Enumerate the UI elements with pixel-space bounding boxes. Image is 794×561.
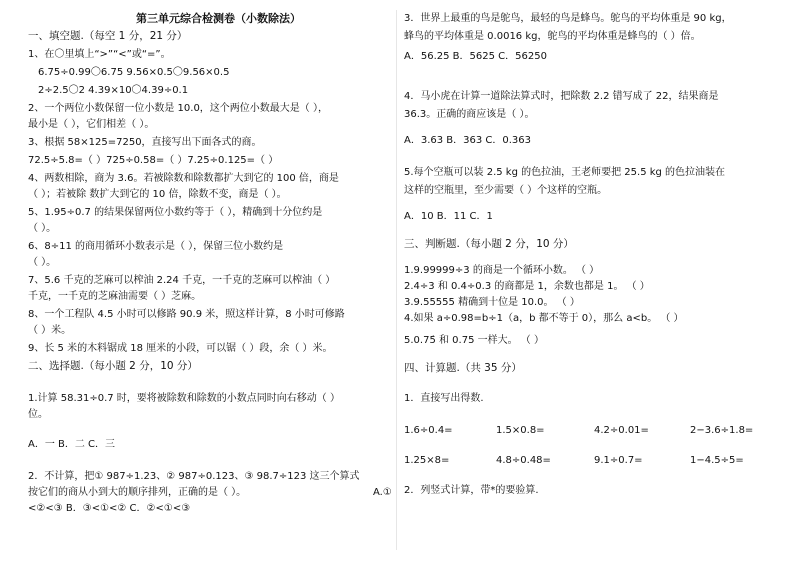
- question-line: 6、8÷11 的商用循环小数表示是（ ），保留三位小数约是: [28, 241, 284, 252]
- section-2-heading: 二、选择题.（每小题 2 分，10 分）: [28, 360, 198, 372]
- question-line: 8、一个工程队 4.5 小时可以修路 90.9 米，照这样计算，8 小时可修路: [28, 309, 345, 320]
- question-line: （ ）。: [28, 257, 57, 268]
- question-line: 9、长 5 米的木料锯成 18 厘米的小段，可以锯（ ）段，余（ ）米。: [28, 343, 333, 354]
- question-line: 3、根据 58×125=7250，直接写出下面各式的商。: [28, 137, 262, 148]
- question-line: 4、两数相除，商为 3.6。若被除数和除数都扩大到它的 100 倍，商是: [28, 173, 339, 184]
- question-line: （ ）米。: [28, 325, 72, 336]
- question-line: 蜂鸟的平均体重是 0.0016 kg，鸵鸟的平均体重是蜂鸟的（ ）倍。: [404, 31, 701, 42]
- question-line: 72.5÷5.8=（ ）725÷0.58=（ ）7.25÷0.125=（ ）: [28, 155, 279, 166]
- calc-item: 1.6÷0.4=: [404, 425, 453, 436]
- choice-line: A．10 B．11 C．1: [404, 211, 493, 222]
- judge-line: 1.9.99999÷3 的商是一个循环小数。 （ ）: [404, 265, 600, 276]
- question-line: 1、在〇里填上“>”“<”或“=”。: [28, 49, 171, 60]
- question-line: 这样的空瓶里，至少需要（ ）个这样的空瓶。: [404, 185, 608, 196]
- exam-title: 第三单元综合检测卷（小数除法）: [136, 12, 301, 25]
- column-divider: [396, 10, 397, 550]
- choice-line: A．一 B．二 C．三: [28, 439, 116, 450]
- section-4-heading: 四、计算题.（共 35 分）: [404, 362, 522, 374]
- calc-item: 2−3.6÷1.8=: [690, 425, 754, 436]
- calc-item: 1.25×8=: [404, 455, 450, 466]
- question-line: （ ）。: [28, 223, 57, 234]
- judge-line: 5.0.75̇ 和 0.75 一样大。 （ ）: [404, 335, 544, 346]
- calc-item: 4.2÷0.01=: [594, 425, 649, 436]
- question-line: 2、一个两位小数保留一位小数是 10.0，这个两位小数最大是（ ），: [28, 103, 328, 114]
- question-line: 4．马小虎在计算一道除法算式时，把除数 2.2 错写成了 22，结果商是: [404, 91, 719, 102]
- calc-item: 9.1÷0.7=: [594, 455, 643, 466]
- question-line: 2÷2.5〇2 4.39×10〇4.39÷0.1: [38, 85, 189, 96]
- question-line: 36.3。正确的商应该是（ ）。: [404, 109, 535, 120]
- question-line: 千克，一千克的芝麻油需要（ ）芝麻。: [28, 291, 202, 302]
- judge-line: 4.如果 a÷0.98=b÷1（a，b 都不等于 0），那么 a<b。 （ ）: [404, 313, 684, 324]
- question-line: 2．不计算，把① 987÷1.23、② 987÷0.123、③ 98.7÷123 这三个算式: [28, 471, 360, 482]
- calc-subheading: 1．直接写出得数.: [404, 393, 484, 404]
- choice-line: <②<③ B．③<①<② C．②<①<③: [28, 503, 191, 514]
- calc-item: 4.8÷0.48=: [496, 455, 551, 466]
- question-line: 7、5.6 千克的芝麻可以榨油 2.24 千克，一千克的芝麻可以榨油（ ）: [28, 275, 336, 286]
- question-line: （ ）；若被除 数扩大到它的 10 倍，除数不变，商是（ ）。: [28, 189, 287, 200]
- choice-tail: A.①: [373, 487, 392, 498]
- question-line: 最小是（ ），它们相差（ ）。: [28, 119, 155, 130]
- calc-item: 1−4.5÷5=: [690, 455, 744, 466]
- judge-line: 2.4÷3 和 0.4÷0.3 的商都是 1，余数也都是 1。 （ ）: [404, 281, 650, 292]
- calc-subheading: 2．列竖式计算，带*的要验算.: [404, 485, 539, 496]
- question-line: 5.每个空瓶可以装 2.5 kg 的色拉油，王老师要把 25.5 kg 的色拉油装在: [404, 167, 726, 178]
- calc-item: 1.5×0.8=: [496, 425, 545, 436]
- choice-line: A．56.25 B．5625 C．56250: [404, 51, 547, 62]
- question-line: 按它们的商从小到大的顺序排列，正确的是（ ）。: [28, 487, 247, 498]
- question-line: 1.计算 58.31÷0.7 时，要将被除数和除数的小数点同时向右移动（ ）: [28, 393, 340, 404]
- section-3-heading: 三、判断题.（每小题 2 分，10 分）: [404, 238, 574, 250]
- judge-line: 3.9.55555 精确到十位是 10.0。 （ ）: [404, 297, 580, 308]
- question-line: 6.75÷0.99〇6.75 9.56×0.5〇9.56×0.5: [38, 67, 230, 78]
- section-1-heading: 一、填空题.（每空 1 分，21 分）: [28, 30, 188, 42]
- question-line: 位。: [28, 409, 48, 420]
- question-line: 3．世界上最重的鸟是鸵鸟，最轻的鸟是蜂鸟。鸵鸟的平均体重是 90 kg，: [404, 13, 732, 24]
- choice-line: A．3.63 B．363 C．0.363: [404, 135, 532, 146]
- question-line: 5、1.95÷0.7 的结果保留两位小数约等于（ ），精确到十分位约是: [28, 207, 323, 218]
